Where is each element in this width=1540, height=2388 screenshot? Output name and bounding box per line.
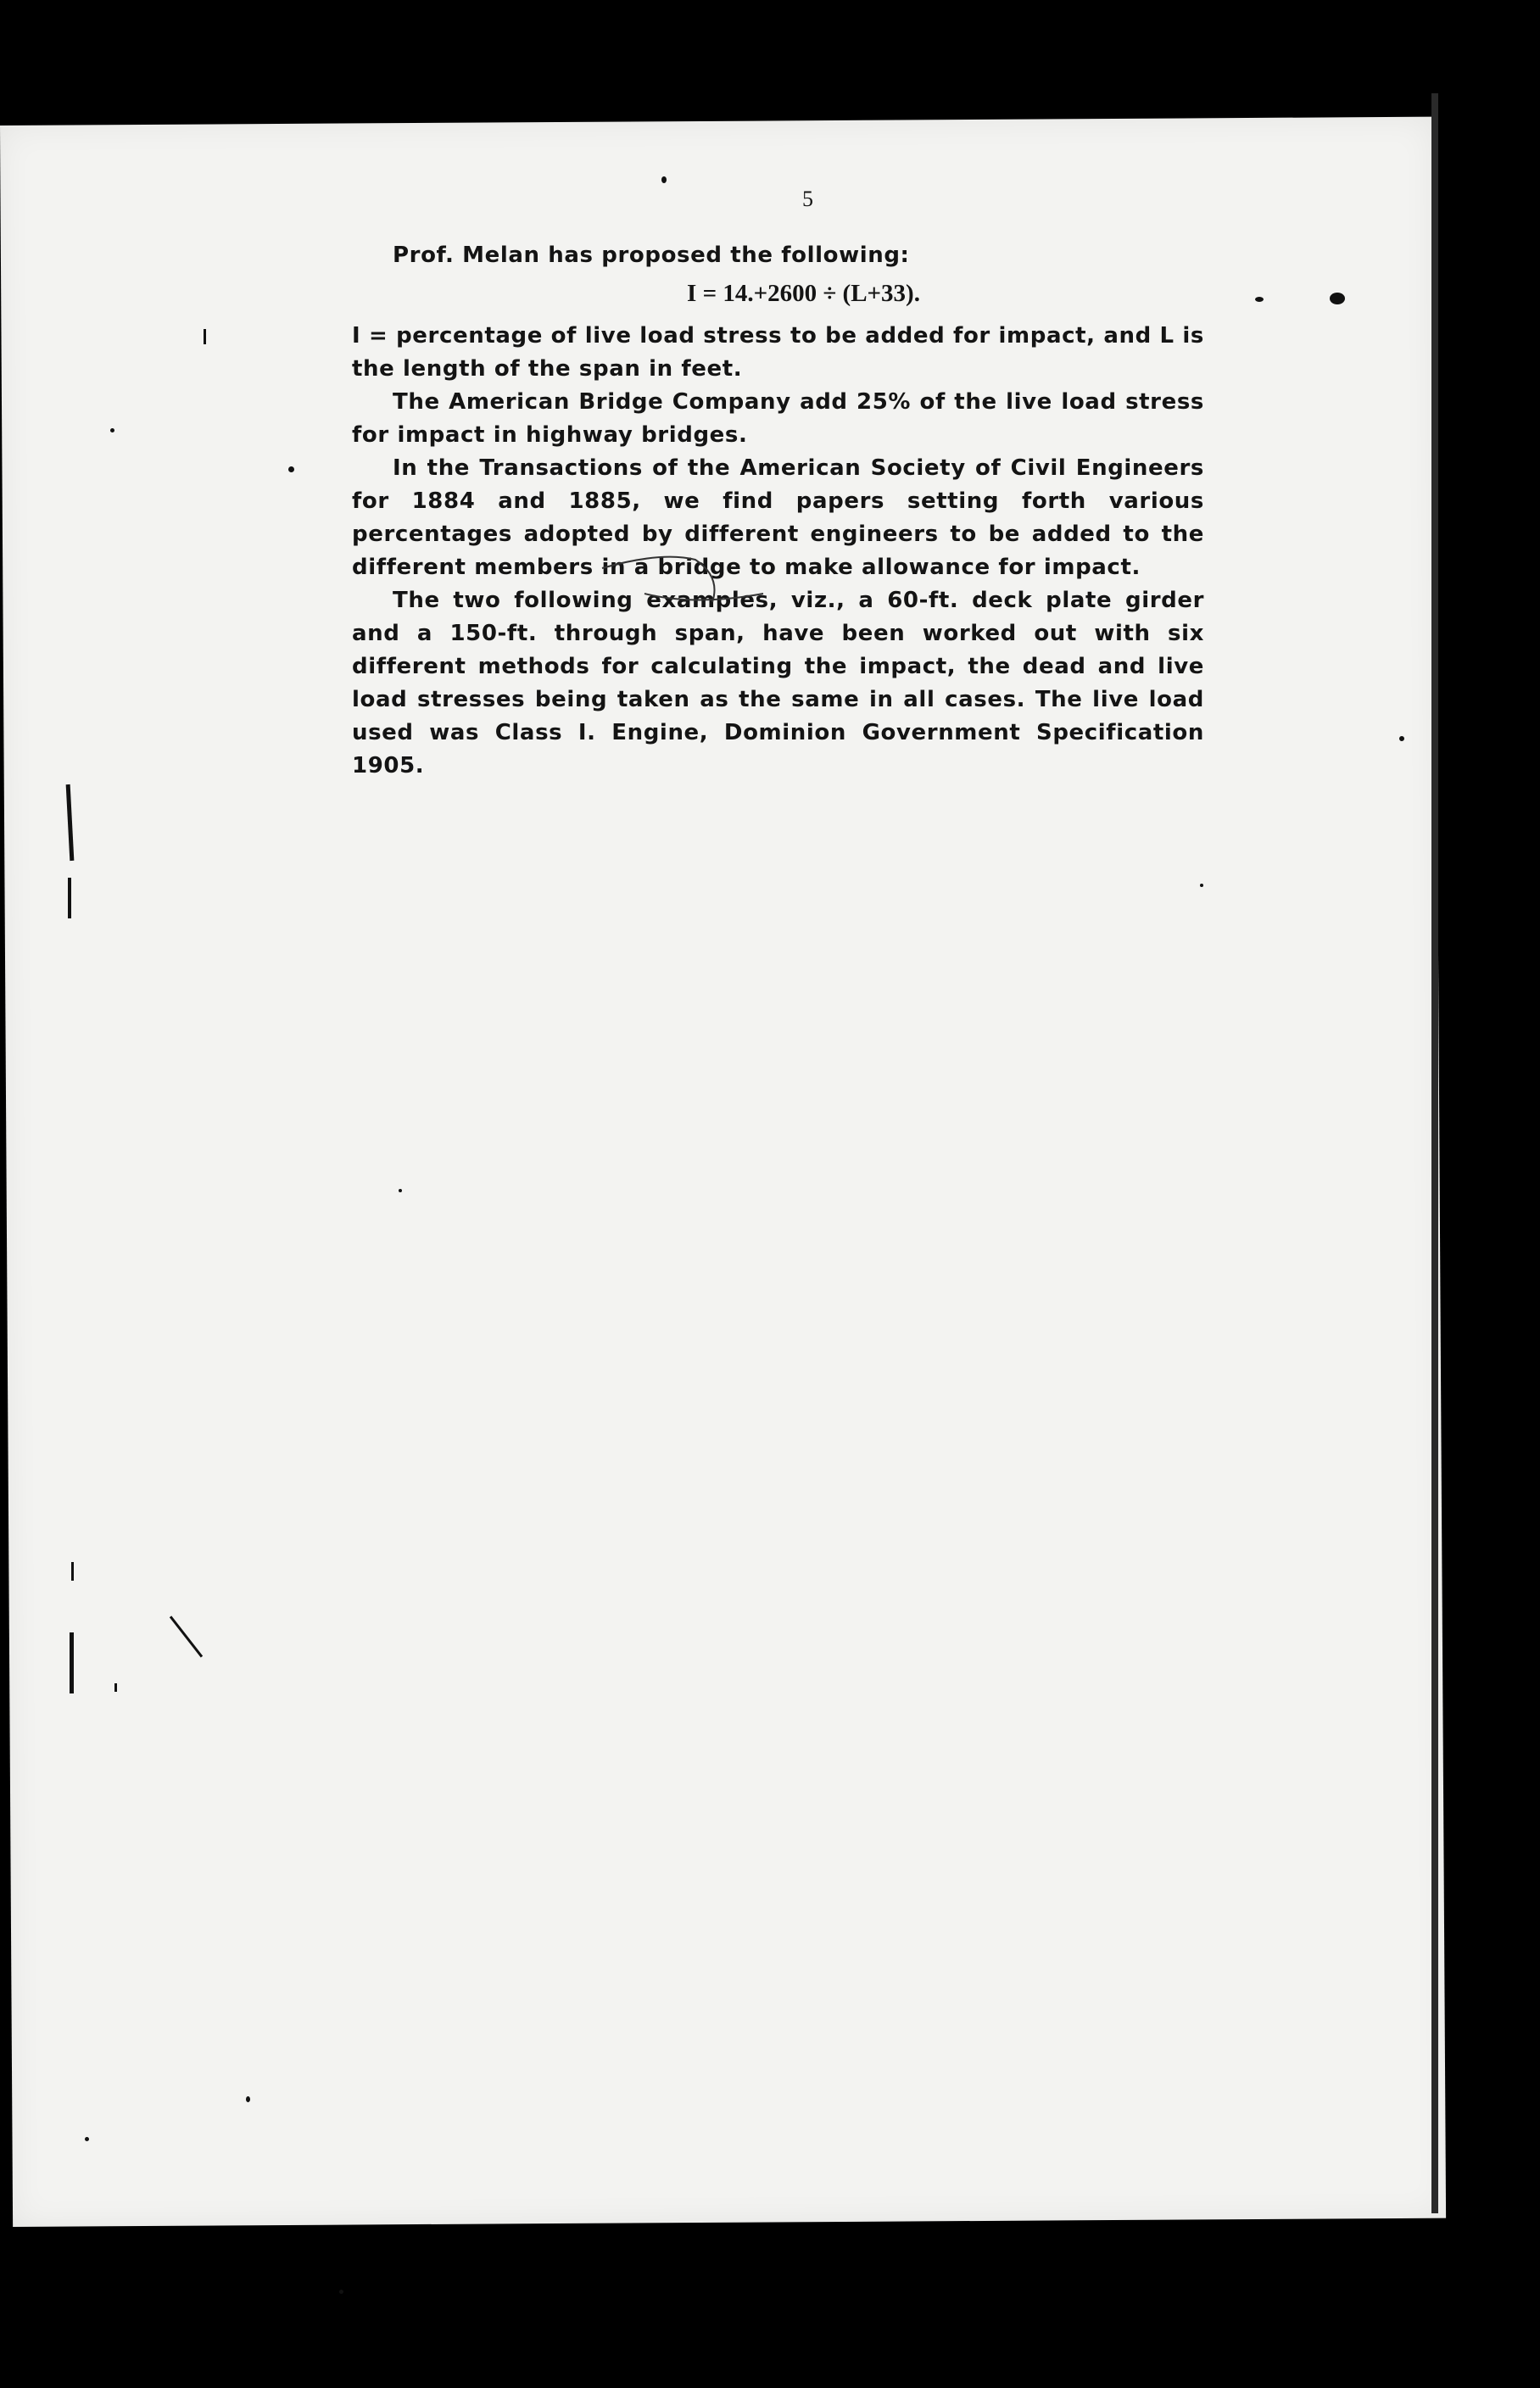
intro-line: Prof. Melan has proposed the following:: [393, 243, 910, 268]
scan-speck: [110, 428, 114, 432]
margin-mark: [71, 1562, 74, 1581]
page-text: [352, 187, 1204, 783]
margin-mark: [70, 1632, 74, 1693]
margin-mark: [204, 329, 206, 344]
paragraph: The two following examples, viz., a 60-ft. deck plate girder and a 150-ft. through span, have been worked out with six different methods for calculating the impact, the dead and live load stresses being taken as the same in all cases. The live load used was Class I. Engine, Dominion Government Specification 1905.: [352, 588, 1204, 778]
pencil-annotation: [594, 543, 814, 611]
page-edge-shadow: [1431, 93, 1438, 2213]
scan-speck: [1255, 297, 1264, 302]
scan-speck: [85, 2137, 89, 2141]
margin-mark: [114, 1683, 117, 1692]
scan-speck: [399, 1189, 402, 1192]
paragraph: In the Transactions of the American Society of Civil Engineers for 1884 and 1885, we find papers setting forth various percentages adopted by different engineers to be added to the different members in a bridge to make allowance for impact.: [352, 455, 1204, 580]
margin-mark: [68, 878, 71, 918]
scan-speck: [288, 466, 294, 472]
paragraph: The American Bridge Company add 25% of the live load stress for impact in highway bridges.: [352, 389, 1204, 448]
scan-speck: [246, 2096, 250, 2102]
page-number: 5: [802, 187, 813, 211]
scan-speck: [339, 2290, 343, 2294]
scan-speck: [1330, 293, 1345, 304]
paragraph: I = percentage of live load stress to be added for impact, and L is the length of the span in feet.: [352, 323, 1204, 382]
scan-speck: [1399, 736, 1404, 741]
scan-speck: [661, 176, 667, 183]
scan-speck: [1200, 884, 1203, 887]
formula: I = 14.+2600 ÷ (L+33).: [687, 280, 920, 307]
